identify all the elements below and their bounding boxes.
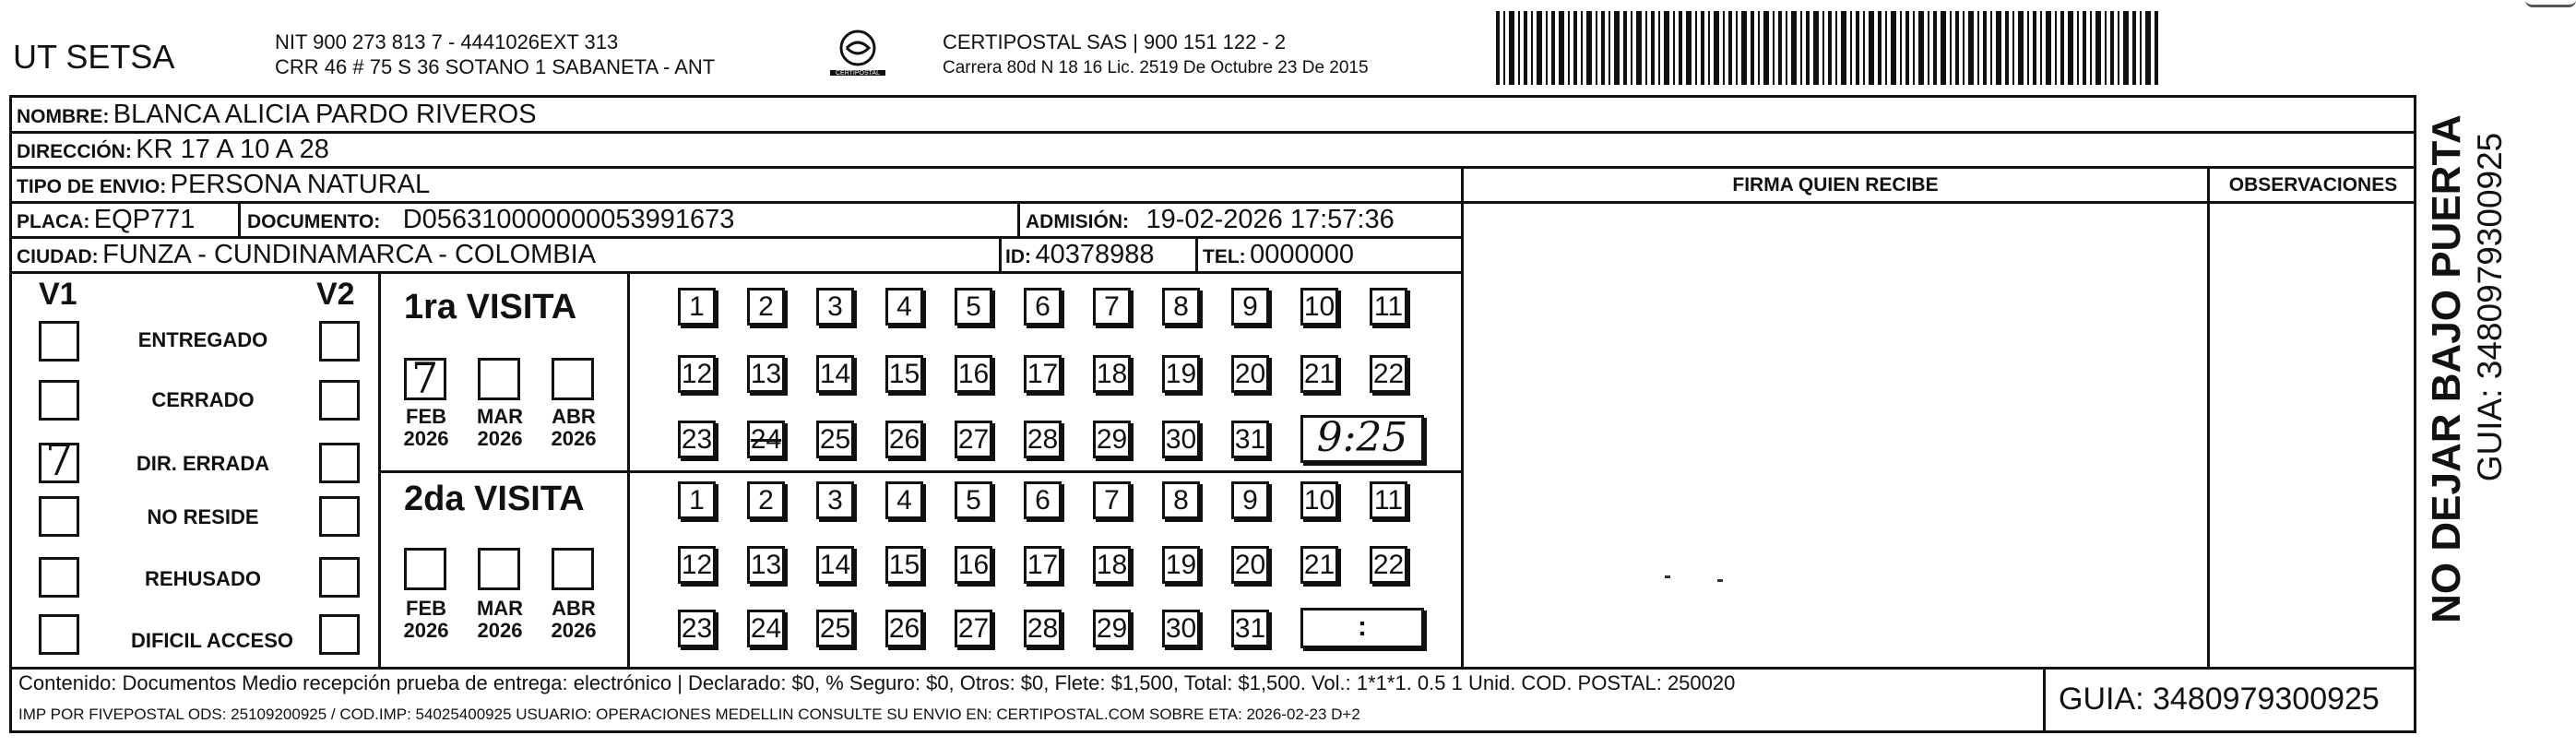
status-dir-errada: DIR. ERRADA	[136, 452, 270, 475]
second-visit-day-22[interactable]: 22	[1370, 546, 1407, 584]
v1-dir-errada-checkbox[interactable]	[39, 434, 79, 486]
second-visit-day-9[interactable]: 9	[1231, 481, 1269, 519]
side-guia-text: GUIA: 3480979300925	[2471, 132, 2509, 482]
first-visit-day-28[interactable]: 28	[1024, 421, 1062, 458]
side-guia	[2472, 92, 2509, 646]
second-visit-day-29[interactable]: 29	[1093, 610, 1131, 647]
documento-label: DOCUMENTO:	[247, 211, 381, 232]
second-visit-day-30[interactable]: 30	[1162, 610, 1200, 647]
first-visit-day-20[interactable]: 20	[1231, 355, 1269, 393]
second-visit-day-17[interactable]: 17	[1024, 546, 1062, 584]
tipo-value: PERSONA NATURAL	[170, 170, 431, 199]
first-visit-feb-checkbox[interactable]	[404, 353, 446, 403]
divider	[9, 667, 2416, 670]
first-visit-day-3[interactable]: 3	[816, 288, 854, 326]
first-visit-day-13[interactable]: 13	[747, 355, 785, 393]
first-visit-month-mar: MAR 2026	[476, 405, 524, 451]
direccion-value: KR 17 A 10 A 28	[136, 135, 329, 164]
second-visit-day-3[interactable]: 3	[816, 481, 854, 519]
carrier-line: CERTIPOSTAL SAS | 900 151 122 - 2	[943, 30, 1287, 53]
second-visit-day-28[interactable]: 28	[1024, 610, 1062, 647]
second-visit-day-12[interactable]: 12	[678, 546, 716, 584]
status-no-reside: NO RESIDE	[147, 505, 259, 528]
status-entregado: ENTREGADO	[137, 328, 268, 351]
divider	[378, 271, 381, 667]
first-visit-day-15[interactable]: 15	[885, 355, 923, 393]
direccion-label: DIRECCIÓN:	[17, 141, 132, 162]
first-visit-time-box[interactable]: 9:25	[1300, 415, 1424, 463]
second-visit-month-feb: FEB 2026	[403, 597, 449, 643]
second-visit-day-27[interactable]: 27	[955, 610, 992, 647]
divider	[2043, 667, 2046, 733]
v1-rehusado-checkbox[interactable]	[39, 557, 79, 598]
second-visit-day-31[interactable]: 31	[1231, 610, 1269, 647]
divider	[378, 470, 1461, 473]
second-visit-month-mar: MAR 2026	[476, 597, 524, 643]
second-visit-feb-checkbox[interactable]	[404, 548, 446, 590]
first-visit-day-22[interactable]: 22	[1370, 355, 1407, 393]
footer-guia: GUIA: 3480979300925	[2059, 682, 2380, 717]
divider	[627, 271, 630, 667]
second-visit-day-16[interactable]: 16	[955, 546, 992, 584]
first-visit-day-5[interactable]: 5	[955, 288, 992, 326]
status-cerrado: CERRADO	[151, 388, 255, 411]
observaciones-label: OBSERVACIONES	[2228, 174, 2398, 196]
firma-area[interactable]	[1466, 207, 2204, 664]
id-row	[1005, 242, 1154, 268]
first-visit-day-21[interactable]: 21	[1300, 355, 1338, 393]
handwritten-mark: 7	[45, 434, 74, 486]
divider	[1461, 166, 1464, 667]
tel-row	[1203, 242, 1354, 268]
ciudad-value: FUNZA - CUNDINAMARCA - COLOMBIA	[102, 240, 597, 269]
divider	[1195, 236, 1198, 271]
second-visit-day-15[interactable]: 15	[885, 546, 923, 584]
footer-imp-line: IMP POR FIVEPOSTAL ODS: 25109200925 / COD.IMP: 54025400925 USUARIO: OPERACIONES MEDELLIN CONSULTE SU ENVIO EN: CERTIPOSTAL.COM SOBRE ETA: 2026-02-23 D+2	[18, 706, 1360, 723]
placa-label: PLACA:	[17, 211, 90, 232]
first-visit-day-2[interactable]: 2	[747, 288, 785, 326]
first-visit-day-23[interactable]: 23	[678, 421, 716, 458]
ciudad-row	[17, 242, 596, 268]
documento-row	[247, 207, 734, 233]
tipo-row	[17, 172, 430, 198]
divider	[9, 236, 1461, 239]
second-visit-day-10[interactable]: 10	[1300, 481, 1338, 519]
first-visit-month-abr: ABR 2026	[551, 405, 597, 451]
v2-no-reside-checkbox[interactable]	[319, 496, 360, 537]
v2-cerrado-checkbox[interactable]	[319, 380, 360, 421]
first-visit-day-19[interactable]: 19	[1162, 355, 1200, 393]
v2-rehusado-checkbox[interactable]	[319, 557, 360, 598]
status-dificil-acceso: DIFICIL ACCESO	[130, 629, 293, 652]
first-visit-day-25[interactable]: 25	[816, 421, 854, 458]
first-visit-title: 1ra VISITA	[404, 288, 577, 326]
first-visit-day-10[interactable]: 10	[1300, 288, 1338, 326]
documento-value: D056310000000053991673	[402, 205, 735, 234]
carrier-license: Carrera 80d N 18 16 Lic. 2519 De Octubre 23 De 2015	[943, 58, 1369, 77]
second-visit-day-13[interactable]: 13	[747, 546, 785, 584]
first-visit-day-6[interactable]: 6	[1024, 288, 1062, 326]
nombre-value: BLANCA ALICIA PARDO RIVEROS	[113, 100, 537, 129]
first-visit-day-26[interactable]: 26	[885, 421, 923, 458]
footer-content-line: Contenido: Documentos Medio recepción prueba de entrega: electrónico | Declarado: $0, % Seguro: $0, Otros: $0, Flete: $1,500, Total: $1,500. Vol.: 1*1*1. 0.5 1 Unid. COD. POSTAL: 250020	[18, 671, 1736, 694]
first-visit-day-11[interactable]: 11	[1370, 288, 1407, 326]
v1-cerrado-checkbox[interactable]	[39, 380, 79, 421]
corner-mark	[2525, 0, 2576, 7]
observaciones-area[interactable]	[2212, 207, 2415, 664]
v2-entregado-checkbox[interactable]	[319, 321, 360, 362]
status-rehusado: REHUSADO	[145, 567, 261, 590]
first-visit-day-16[interactable]: 16	[955, 355, 992, 393]
firma-label: FIRMA QUIEN RECIBE	[1732, 174, 1939, 196]
id-value: 40378988	[1035, 240, 1155, 269]
v2-dir-errada-checkbox[interactable]	[319, 443, 360, 483]
second-visit-day-7[interactable]: 7	[1093, 481, 1131, 519]
first-visit-day-30[interactable]: 30	[1162, 421, 1200, 458]
first-visit-day-18[interactable]: 18	[1093, 355, 1131, 393]
ciudad-label: CIUDAD:	[17, 246, 99, 267]
second-visit-day-18[interactable]: 18	[1093, 546, 1131, 584]
second-visit-day-4[interactable]: 4	[885, 481, 923, 519]
first-visit-day-27[interactable]: 27	[955, 421, 992, 458]
second-visit-mar-checkbox[interactable]	[478, 548, 520, 590]
second-visit-day-1[interactable]: 1	[678, 481, 716, 519]
second-visit-day-20[interactable]: 20	[1231, 546, 1269, 584]
tel-label: TEL:	[1203, 246, 1246, 267]
v2-label: V2	[316, 277, 355, 312]
admision-label: ADMISIÓN:	[1026, 211, 1129, 232]
signature-mark	[1717, 579, 1723, 582]
second-visit-title: 2da VISITA	[404, 480, 585, 518]
first-visit-day-8[interactable]: 8	[1162, 288, 1200, 326]
side-warning	[2424, 92, 2470, 646]
first-visit-mar-checkbox[interactable]	[478, 358, 520, 400]
v1-label: V1	[39, 277, 77, 312]
second-visit-day-19[interactable]: 19	[1162, 546, 1200, 584]
divider	[9, 131, 2416, 134]
second-visit-day-6[interactable]: 6	[1024, 481, 1062, 519]
certipostal-logo-text: CERTIPOSTAL	[836, 70, 880, 77]
company-name: UT SETSA	[13, 38, 175, 76]
second-visit-day-11[interactable]: 11	[1370, 481, 1407, 519]
first-visit-day-14[interactable]: 14	[816, 355, 854, 393]
barcode	[1496, 11, 2162, 85]
address-line: CRR 46 # 75 S 36 SOTANO 1 SABANETA - ANT	[275, 55, 716, 78]
tel-value: 0000000	[1250, 240, 1355, 269]
nit-line: NIT 900 273 813 7 - 4441026EXT 313	[275, 30, 619, 53]
second-visit-day-26[interactable]: 26	[885, 610, 923, 647]
v2-dificil-acceso-checkbox[interactable]	[319, 614, 360, 655]
divider	[1461, 201, 2416, 204]
second-visit-day-24[interactable]: 24	[747, 610, 785, 647]
admision-row	[1026, 207, 1395, 233]
nombre-row	[17, 101, 537, 128]
first-visit-day-24[interactable]: 24	[747, 421, 785, 458]
first-visit-day-1[interactable]: 1	[678, 288, 716, 326]
divider	[999, 236, 1002, 271]
divider	[1017, 201, 1020, 236]
second-visit-month-abr: ABR 2026	[551, 597, 597, 643]
divider	[9, 271, 1461, 274]
divider	[9, 166, 2416, 169]
handwritten-mark: 7	[411, 353, 439, 403]
id-label: ID:	[1005, 246, 1031, 267]
first-visit-day-9[interactable]: 9	[1231, 288, 1269, 326]
tipo-label: TIPO DE ENVIO:	[17, 176, 167, 197]
direccion-row	[17, 136, 329, 163]
second-visit-day-25[interactable]: 25	[816, 610, 854, 647]
second-visit-day-14[interactable]: 14	[816, 546, 854, 584]
second-visit-day-21[interactable]: 21	[1300, 546, 1338, 584]
first-visit-day-7[interactable]: 7	[1093, 288, 1131, 326]
placa-row	[17, 207, 195, 233]
v1-dificil-acceso-checkbox[interactable]	[39, 614, 79, 655]
second-visit-day-2[interactable]: 2	[747, 481, 785, 519]
side-warning-text: NO DEJAR BAJO PUERTA	[2424, 114, 2469, 623]
second-visit-day-8[interactable]: 8	[1162, 481, 1200, 519]
v1-entregado-checkbox[interactable]	[39, 321, 79, 362]
first-visit-day-4[interactable]: 4	[885, 288, 923, 326]
second-visit-abr-checkbox[interactable]	[552, 548, 594, 590]
placa-value: EQP771	[93, 205, 196, 234]
v1-no-reside-checkbox[interactable]	[39, 496, 79, 537]
admision-value: 19-02-2026 17:57:36	[1146, 205, 1395, 234]
divider	[238, 201, 241, 236]
first-visit-day-31[interactable]: 31	[1231, 421, 1269, 458]
second-visit-time-box[interactable]: :	[1300, 608, 1424, 648]
first-visit-day-29[interactable]: 29	[1093, 421, 1131, 458]
signature-mark	[1665, 575, 1670, 578]
second-visit-day-23[interactable]: 23	[678, 610, 716, 647]
first-visit-day-12[interactable]: 12	[678, 355, 716, 393]
certipostal-logo	[812, 28, 904, 85]
second-visit-day-5[interactable]: 5	[955, 481, 992, 519]
first-visit-day-17[interactable]: 17	[1024, 355, 1062, 393]
nombre-label: NOMBRE:	[17, 106, 110, 127]
first-visit-month-feb: FEB 2026	[403, 405, 449, 451]
divider	[9, 201, 1461, 204]
first-visit-abr-checkbox[interactable]	[552, 358, 594, 400]
divider	[2207, 166, 2210, 667]
